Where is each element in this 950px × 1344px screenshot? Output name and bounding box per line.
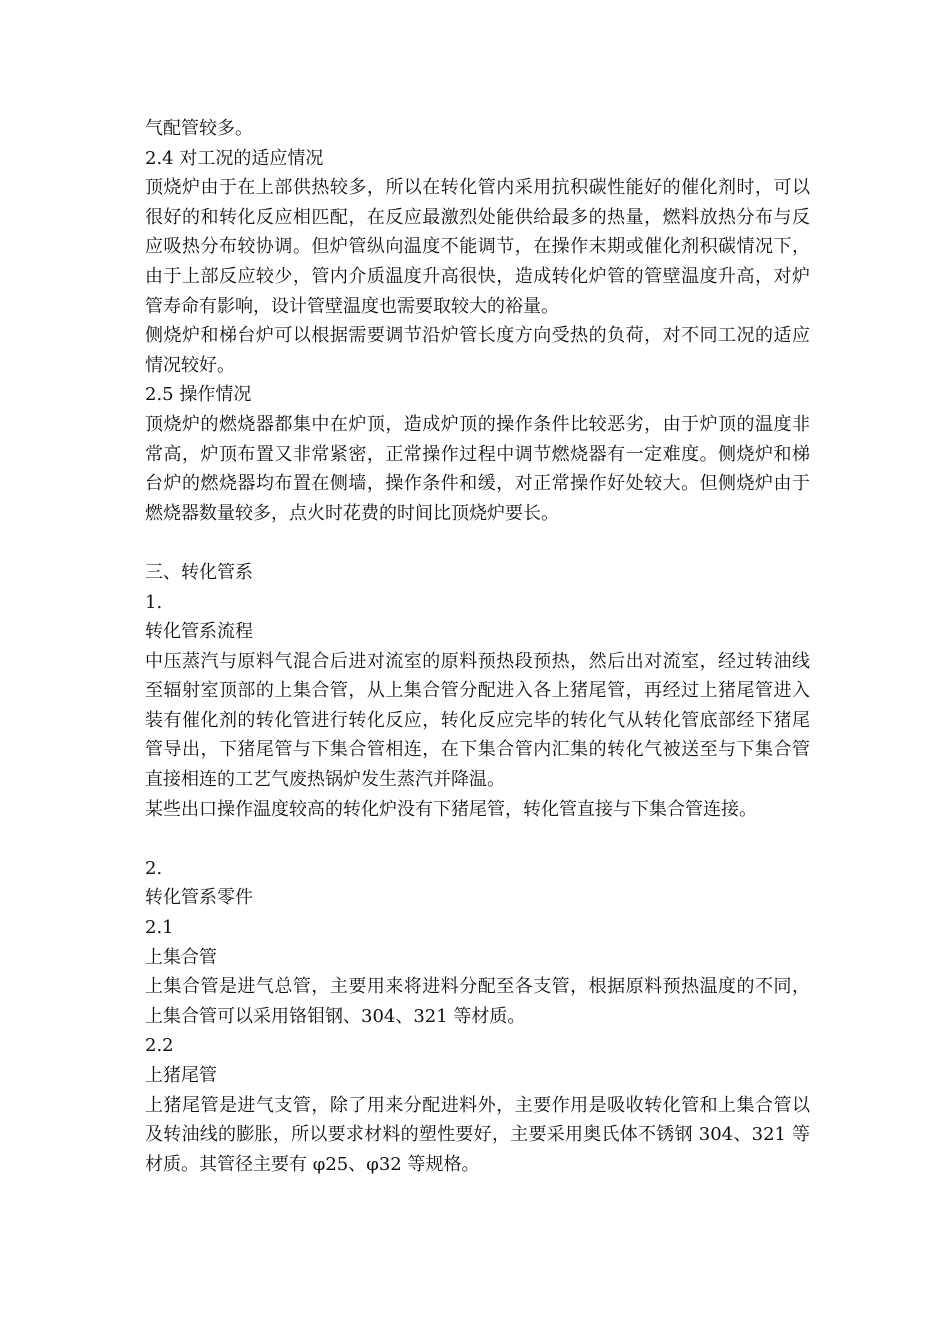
paragraph-side-fired-adaptation: 侧烧炉和梯台炉可以根据需要调节沿炉管长度方向受热的负荷，对不同工况的适应情况较好。 — [145, 325, 810, 376]
section-heading-2-5: 2.5 操作情况 — [145, 384, 252, 406]
item-number-2-2: 2.2 — [145, 1035, 174, 1057]
paragraph-upper-pigtail: 上猪尾管是进气支管，除了用来分配进料外，主要作用是吸收转化管和上集合管以及转油线的膨胀，所以要求材料的塑性要好，主要采用奥氏体不锈钢 304、321 等材质。其管径主要有 φ25、φ32 等规格。 — [145, 1094, 810, 1175]
item-title-flow: 转化管系流程 — [145, 621, 253, 643]
chapter-heading-3: 三、转化管系 — [145, 561, 253, 583]
item-number-1: 1. — [145, 591, 163, 613]
document-body — [145, 114, 810, 1179]
paragraph-top-fired-adaptation: 顶烧炉由于在上部供热较多，所以在转化管内采用抗积碳性能好的催化剂时，可以很好的和转化反应相匹配，在反应最激烈处能供给最多的热量，燃料放热分布与反应吸热分布较协调。但炉管纵向温度不能调节，在操作末期或催化剂积碳情况下，由于上部反应较少，管内介质温度升高很快，造成转化炉管的管壁温度升高，对炉管寿命有影响，设计管壁温度也需要取较大的裕量。 — [145, 177, 810, 317]
item-title-upper-pigtail: 上猪尾管 — [145, 1065, 217, 1086]
item-number-2-1: 2.1 — [145, 917, 174, 939]
paragraph-continuation: 气配管较多。 — [145, 118, 253, 139]
section-heading-2-4: 2.4 对工况的适应情况 — [145, 147, 324, 169]
paragraph-operation: 顶烧炉的燃烧器都集中在炉顶，造成炉顶的操作条件比较恶劣，由于炉顶的温度非常高，炉顶布置又非常紧密，正常操作过程中调节燃烧器有一定难度。侧烧炉和梯台炉的燃烧器均布置在侧墙，操作条件和缓，对正常操作好处较大。但侧烧炉由于燃烧器数量较多，点火时花费的时间比顶烧炉要长。 — [145, 413, 810, 524]
item-title-parts: 转化管系零件 — [145, 887, 253, 909]
blank-line — [145, 528, 810, 558]
paragraph-flow-note: 某些出口操作温度较高的转化炉没有下猪尾管，转化管直接与下集合管连接。 — [145, 798, 757, 820]
blank-line — [145, 824, 810, 854]
paragraph-upper-header: 上集合管是进气总管，主要用来将进料分配至各支管，根据原料预热温度的不同，上集合管可以采用铬钼钢、304、321 等材质。 — [145, 976, 810, 1027]
paragraph-flow: 中压蒸汽与原料气混合后进对流室的原料预热段预热，然后出对流室，经过转油线至辐射室顶部的上集合管，从上集合管分配进入各上猪尾管，再经过上猪尾管进入装有催化剂的转化管进行转化反应，转化反应完毕的转化气从转化管底部经下猪尾管导出，下猪尾管与下集合管相连，在下集合管内汇集的转化气被送至与下集合管直接相连的工艺气废热锅炉发生蒸汽并降温。 — [145, 650, 810, 791]
item-number-2: 2. — [145, 857, 163, 879]
item-title-upper-header: 上集合管 — [145, 946, 217, 968]
